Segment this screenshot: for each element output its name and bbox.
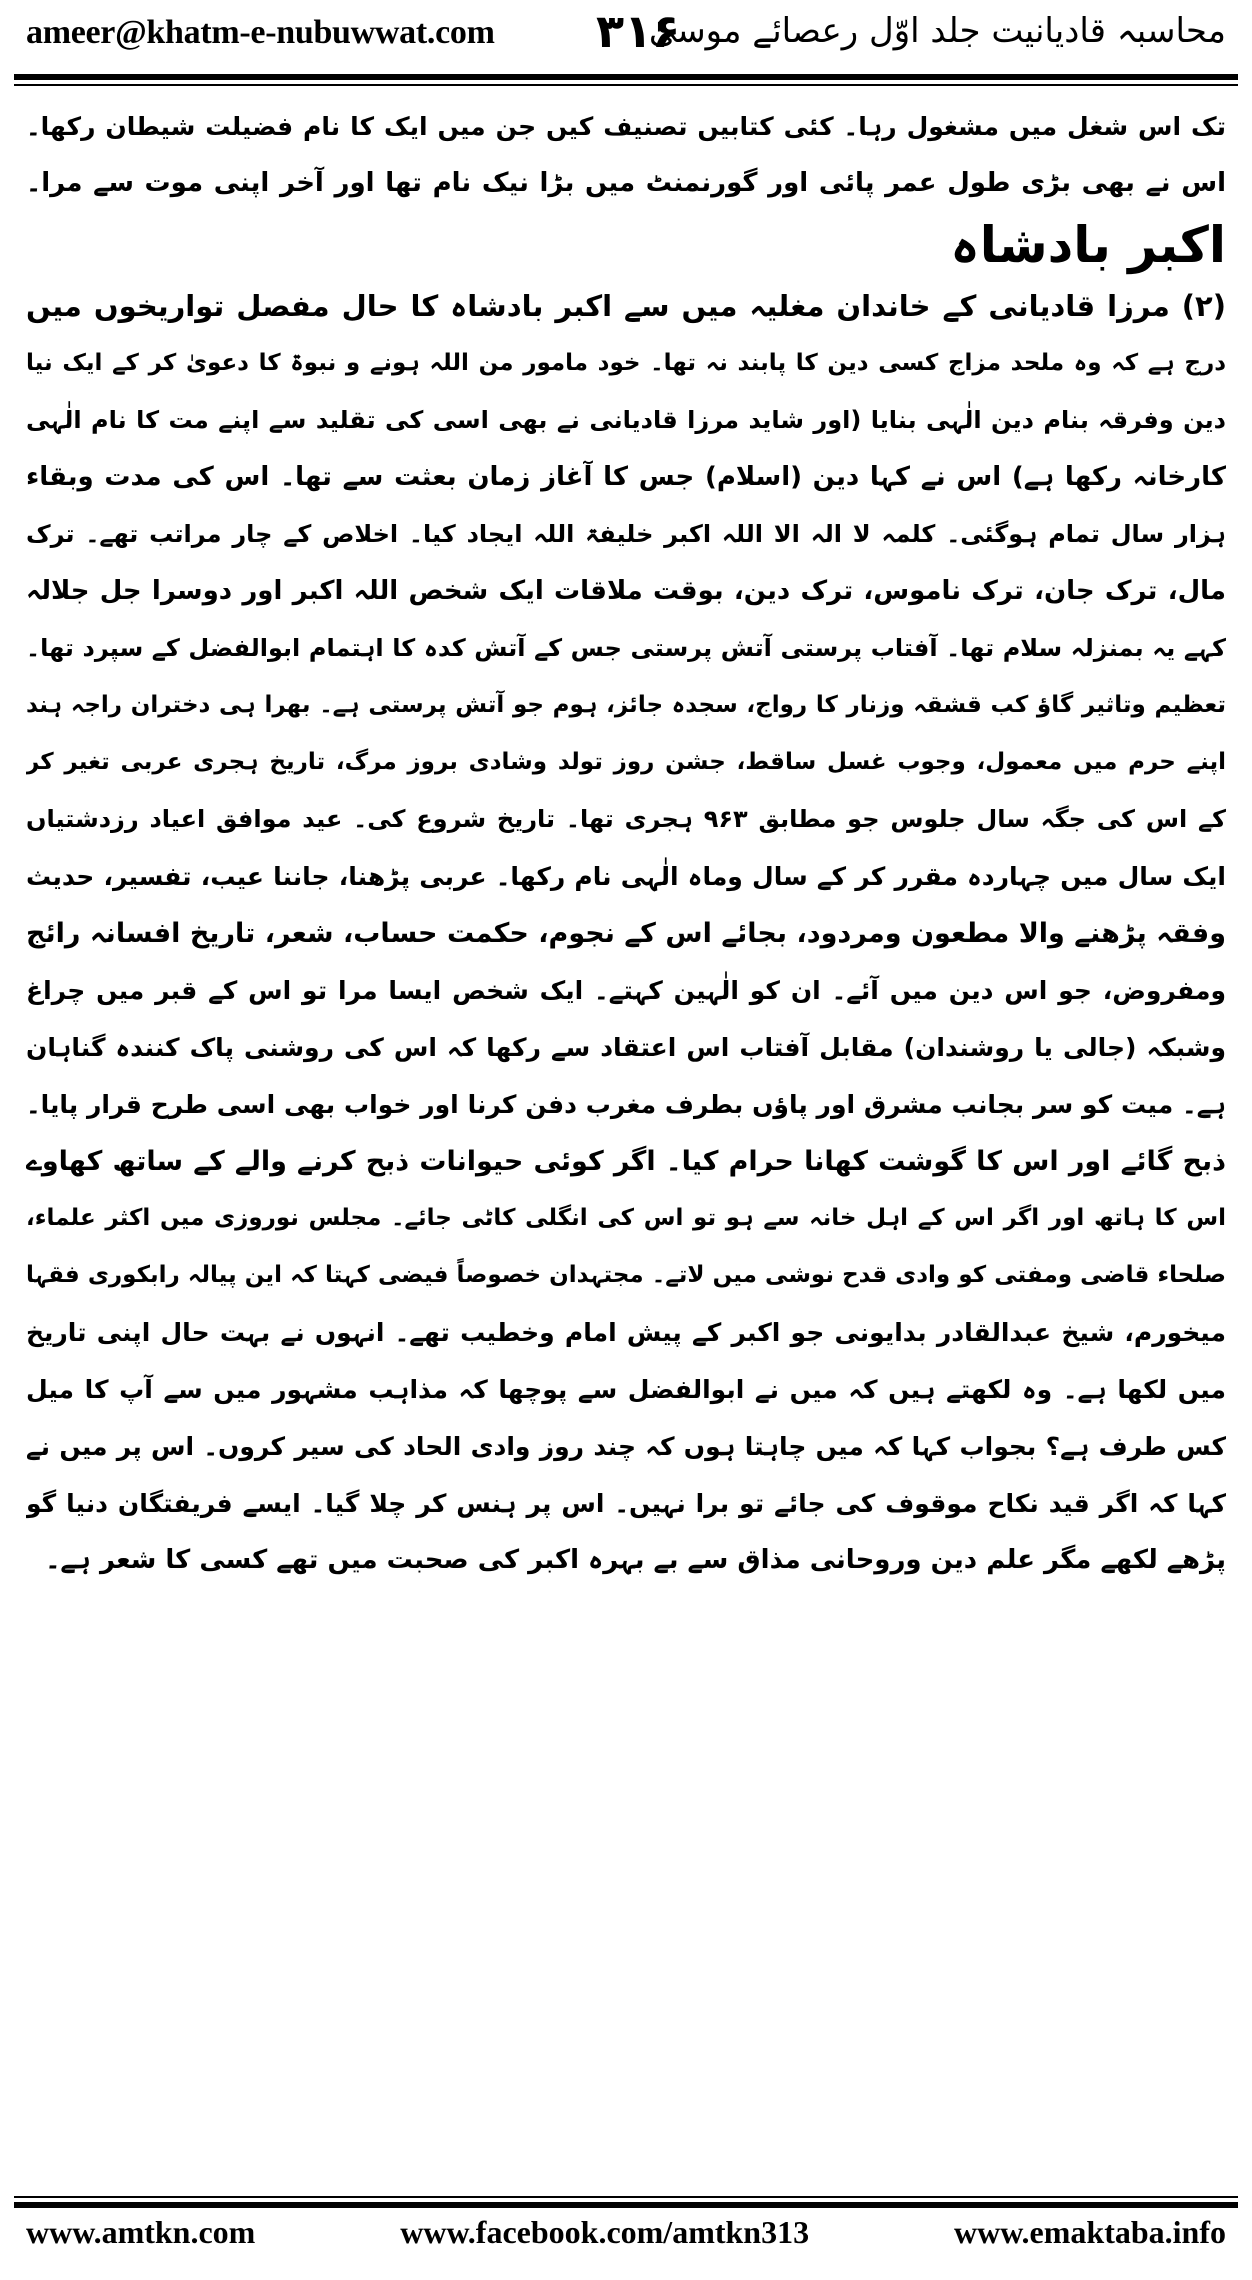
text-line: تعظیم وتاثیر گاؤ کب قشقہ وزنار کا رواج، سجدہ جائز، ہوم جو آتش پرستی ہے۔ بھرا ہی دختران راجہ ہند <box>26 692 1226 718</box>
text-line: ہزار سال تمام ہوگئی۔ کلمہ لا الہ الا اللہ اکبر خلیفۃ اللہ ایجاد کیا۔ اخلاص کے چار مراتب تھے۔ ترک <box>26 520 1226 548</box>
text-line: اس کا ہاتھ اور اگر اس کے اہل خانہ سے ہو تو اس کی انگلی کاٹی جائے۔ مجلس نوروزی میں اکثر علماء، <box>26 1205 1226 1231</box>
text-line: کس طرف ہے؟ بجواب کہا کہ میں چاہتا ہوں کہ چند روز وادی الحاد کی سیر کروں۔ اس پر میں نے <box>26 1432 1226 1461</box>
page-number: ۳۱۶ <box>596 4 681 58</box>
page-footer <box>26 2214 1226 2262</box>
section-heading: اکبر بادشاہ <box>950 216 1226 274</box>
text-line: کے اس کی جگہ سال جلوس جو مطابق ۹۶۳ ہجری تھا۔ تاریخ شروع کی۔ عید موافق اعیاد رزدشتیاں <box>26 805 1226 833</box>
footer-rule-thick <box>14 2202 1238 2208</box>
text-line: وشبکہ (جالی یا روشندان) مقابل آفتاب اس اعتقاد سے رکھا کہ اس کی روشنی پاک کنندہ گناہان <box>26 1033 1226 1062</box>
footer-link-amtkn[interactable]: www.amtkn.com <box>26 2214 256 2250</box>
footer-link-emaktaba[interactable]: www.emaktaba.info <box>953 2214 1226 2250</box>
footer-rule-thin <box>14 2196 1238 2198</box>
text-line: تک اس شغل میں مشغول رہا۔ کئی کتابیں تصنیف کیں جن میں ایک کا نام فضیلت شیطان رکھا۔ <box>26 112 1226 141</box>
text-line: دین وفرقہ بنام دین الٰہی بنایا (اور شاید مرزا قادیانی نے بھی اسی کی تقلید سے اپنے مت کا نام الٰہی <box>26 406 1226 434</box>
text-line: کہے یہ بمنزلہ سلام تھا۔ آفتاب پرستی آتش پرستی جس کے آتش کدہ کا اہتمام ابوالفضل کے سپرد تھا۔ <box>26 634 1226 662</box>
text-line: اس نے بھی بڑی طول عمر پائی اور گورنمنٹ میں بڑا نیک نام تھا اور آخر اپنی موت سے مرا۔ <box>26 168 1226 198</box>
text-line: ایک سال میں چہاردہ مقرر کر کے سال وماہ الٰہی نام رکھا۔ عربی پڑھنا، جاننا عیب، تفسیر، حدیث <box>26 862 1226 891</box>
page-header <box>26 4 1226 74</box>
text-line: درج ہے کہ وہ ملحد مزاج کسی دین کا پابند نہ تھا۔ خود مامور من اللہ ہونے و نبوۃ کا دعویٰ کر کے ایک نیا <box>26 350 1226 376</box>
text-line: ہے۔ میت کو سر بجانب مشرق اور پاؤں بطرف مغرب دفن کرنا اور خواب بھی اسی طرح قرار پایا۔ <box>26 1090 1226 1119</box>
text-line: کہا کہ اگر قید نکاح موقوف کی جائے تو برا نہیں۔ اس پر ہنس کر چلا گیا۔ ایسے فریفتگان دنیا گو <box>26 1489 1226 1518</box>
header-rule-thick <box>14 74 1238 80</box>
page-body <box>26 98 1226 2148</box>
text-line: ومفروض، جو اس دین میں آئے۔ ان کو الٰہین کہتے۔ ایک شخص ایسا مرا تو اس کے قبر میں چراغ <box>26 976 1226 1005</box>
header-rule-thin <box>14 84 1238 86</box>
text-line: مال، ترک جان، ترک ناموس، ترک دین، بوقت ملاقات ایک شخص اللہ اکبر اور دوسرا جل جلالہ <box>26 576 1226 606</box>
text-line: وفقہ پڑھنے والا مطعون ومردود، بجائے اس کے نجوم، حکمت حساب، شعر، تاریخ افسانہ رائج <box>26 918 1226 949</box>
text-line: ذبح گائے اور اس کا گوشت کھانا حرام کیا۔ اگر کوئی حیوانات ذبح کرنے والے کے ساتھ کھاوے <box>26 1146 1226 1177</box>
text-line: اپنے حرم میں معمول، وجوب غسل ساقط، جشن روز تولد وشادی بروز مرگ، تاریخ ہجری عربی تغیر کر <box>26 749 1226 775</box>
footer-link-facebook[interactable]: www.facebook.com/amtkn313 <box>400 2214 810 2250</box>
text-line: پڑھے لکھے مگر علم دین وروحانی مذاق سے بے بہرہ اکبر کی صحبت میں تھے کسی کا شعر ہے۔ <box>45 1545 1226 1575</box>
book-title: محاسبہ قادیانیت جلد اوّل رعصائے موسیٰ <box>648 11 1226 51</box>
text-line: صلحاء قاضی ومفتی کو وادی قدح نوشی میں لاتے۔ مجتہدان خصوصاً فیضی کہتا کہ این پیالہ رابکوری فقہا <box>26 1262 1226 1288</box>
header-email: ameer@khatm-e-nubuwwat.com <box>26 14 495 51</box>
text-line: کارخانہ رکھا ہے) اس نے کہا دین (اسلام) جس کا آغاز زمان بعثت سے تھا۔ اس کی مدت وبقاء <box>26 462 1226 492</box>
text-line: (۲) مرزا قادیانی کے خاندان مغلیہ میں سے اکبر بادشاہ کا حال مفصل تواریخوں میں <box>26 289 1226 323</box>
text-line: میں لکھا ہے۔ وہ لکھتے ہیں کہ میں نے ابوالفضل سے پوچھا کہ مذاہب مشہور میں سے آپ کا میل <box>26 1375 1226 1404</box>
text-line: میخورم، شیخ عبدالقادر بدایونی جو اکبر کے پیش امام وخطیب تھے۔ انہوں نے بہت حال اپنی تاریخ <box>26 1318 1226 1347</box>
